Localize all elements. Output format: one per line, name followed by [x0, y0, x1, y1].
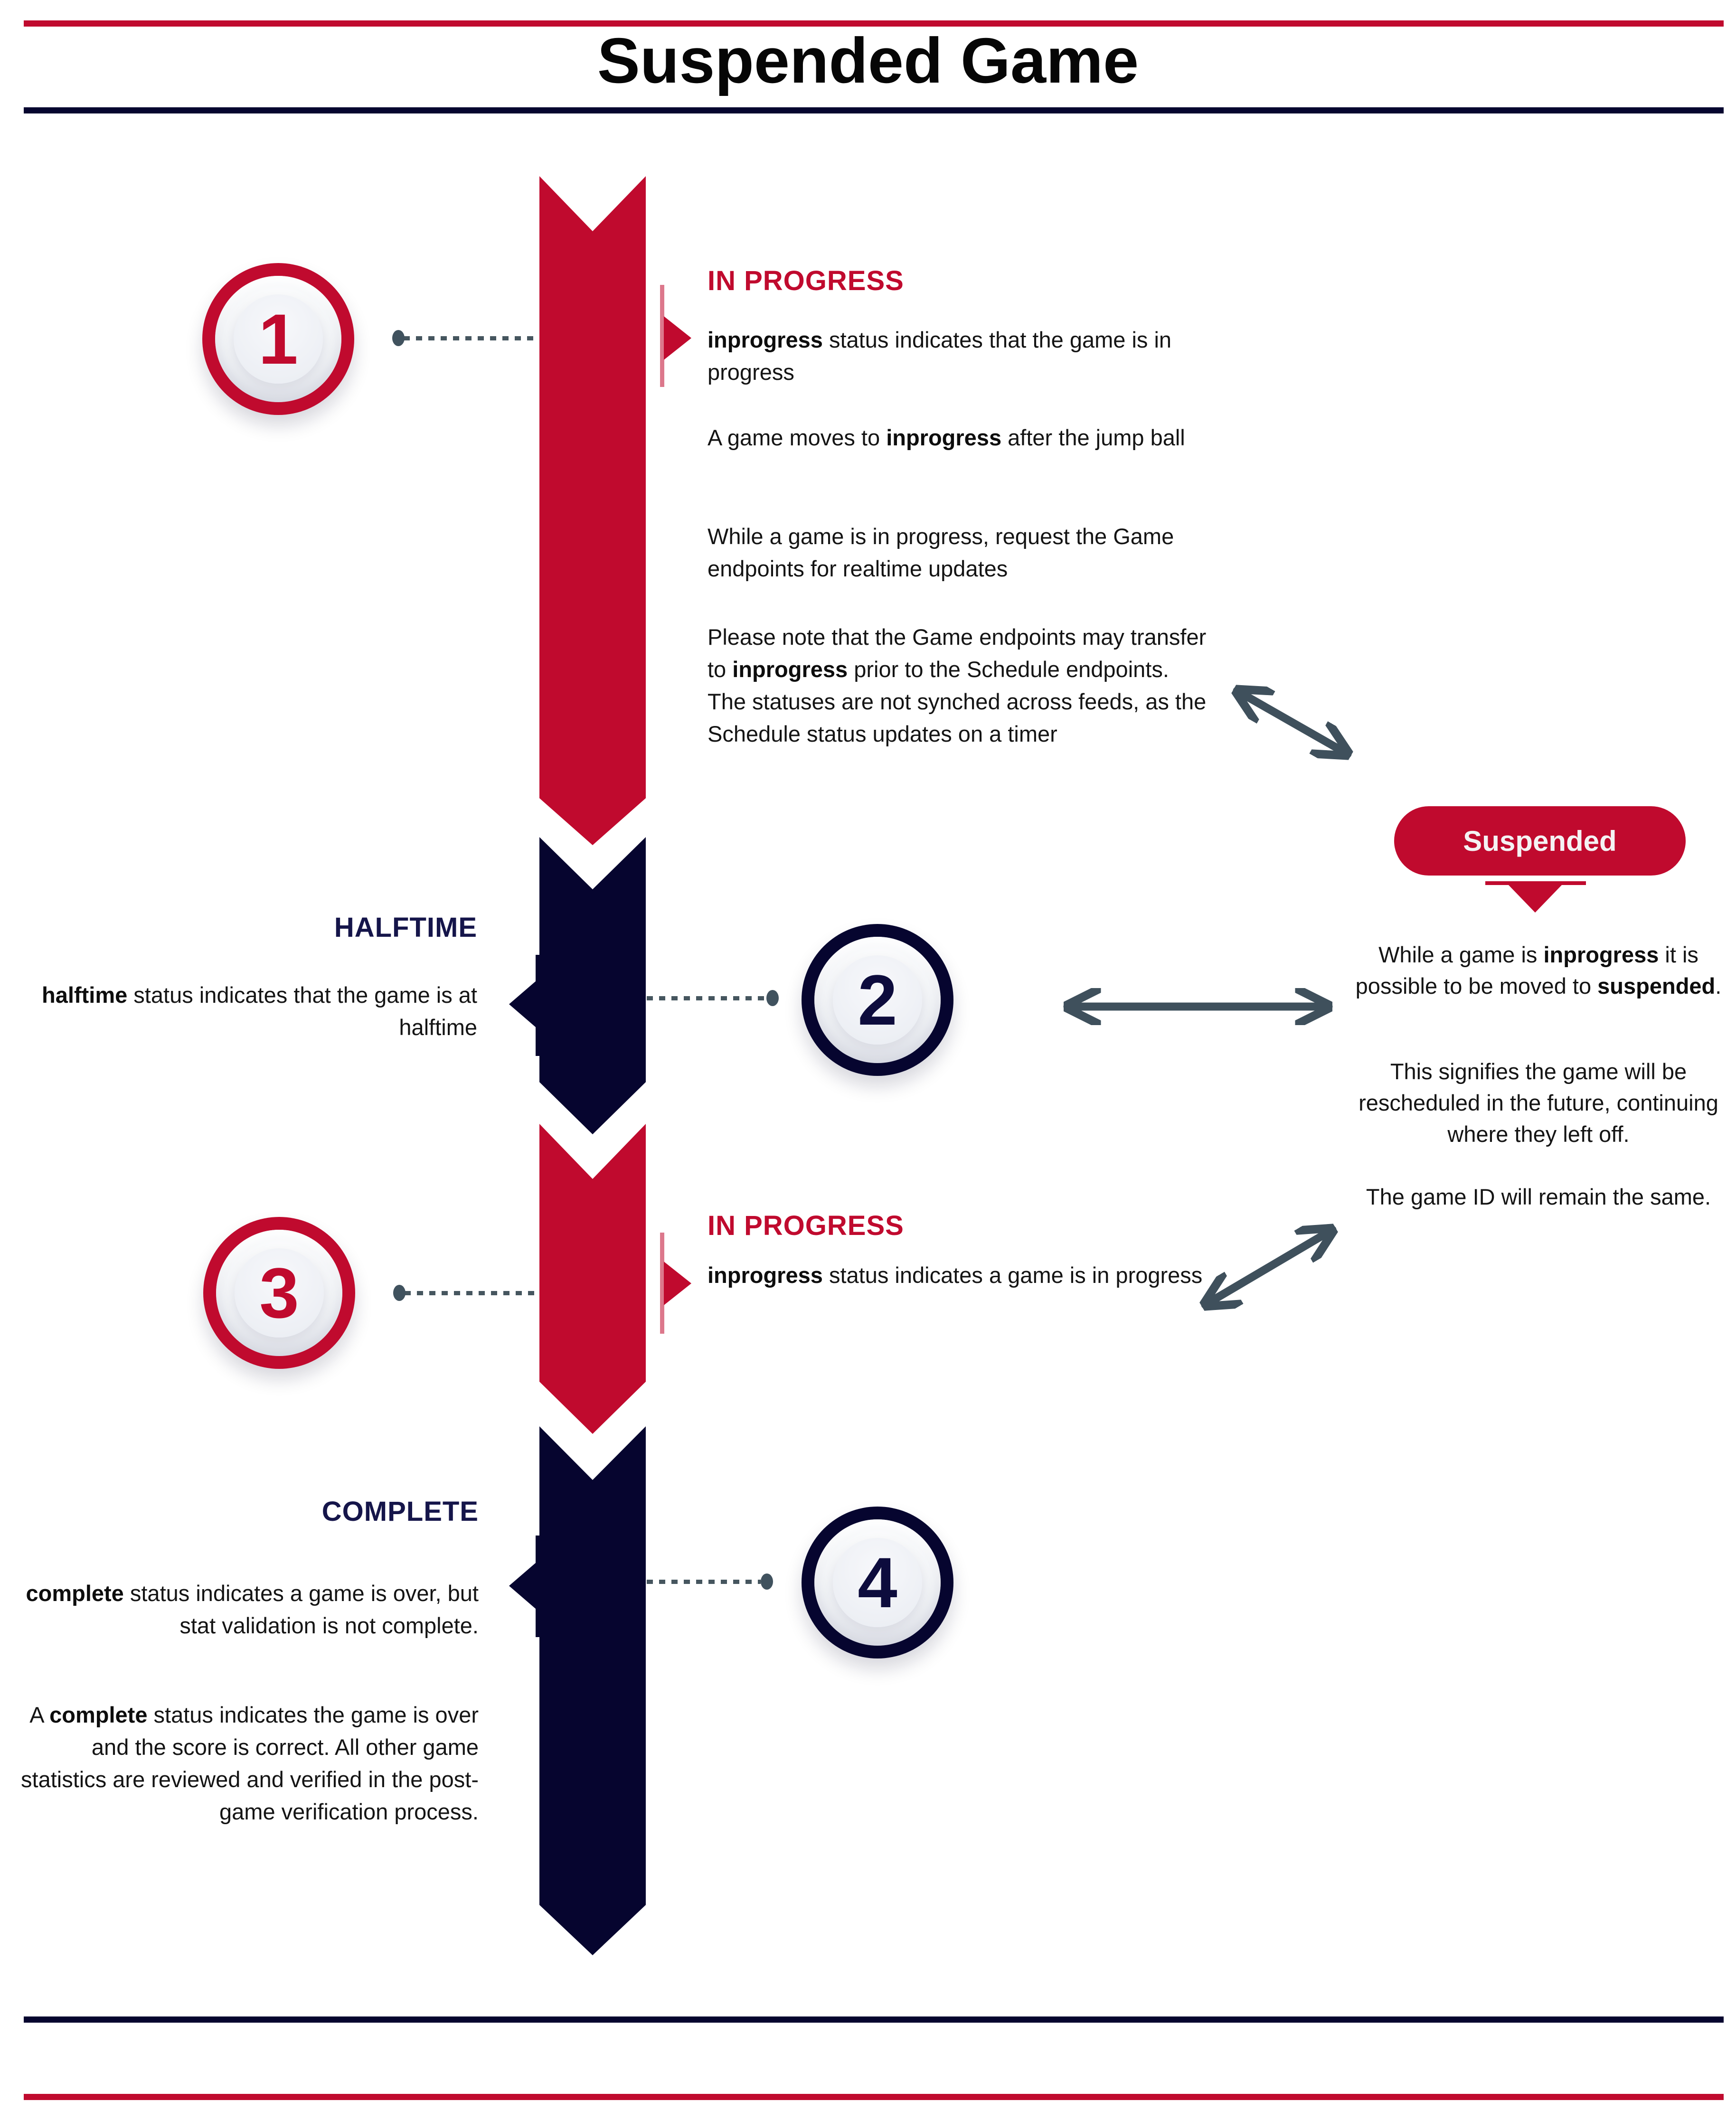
flag-arrow-left-icon-4	[509, 1562, 537, 1610]
dotted-connector-1	[404, 336, 539, 340]
step-number-2: 2	[858, 960, 897, 1040]
callout-paragraph-1: While a game is inprogress it is possible to be moved to suspended.	[1355, 942, 1722, 999]
connector-dot-3	[393, 1285, 406, 1301]
flag-arrow-right-icon-1	[664, 316, 691, 360]
double-arrow-icon-lower	[1205, 1230, 1332, 1305]
step-circle-3	[203, 1217, 355, 1369]
suspended-badge: Suspended	[1394, 806, 1686, 876]
page-title: Suspended Game	[597, 25, 1139, 96]
dotted-connector-2	[647, 996, 766, 1000]
section-1-paragraph-3: While a game is in progress, request the Game endpoints for realtime updates	[708, 524, 1174, 581]
connector-dot-4	[761, 1573, 773, 1590]
bottom-red-rule	[24, 2094, 1724, 2100]
step-circle-4	[802, 1507, 953, 1658]
ribbon-segment-red-2	[539, 1124, 646, 1434]
section-3-heading: IN PROGRESS	[708, 1210, 904, 1241]
suspended-badge-tail-icon	[1509, 885, 1562, 913]
section-1-heading: IN PROGRESS	[708, 265, 904, 296]
dotted-connector-4	[647, 1580, 761, 1584]
title-navy-rule	[24, 107, 1724, 113]
step-circle-1	[202, 263, 354, 415]
dotted-connector-3	[405, 1291, 540, 1295]
double-arrow-icon-upper	[1237, 691, 1348, 754]
section-1-paragraph-1: inprogress status indicates that the game is in progress	[708, 327, 1172, 385]
flag-arrow-left-icon-2	[509, 980, 537, 1028]
step-circle-2	[802, 924, 953, 1076]
section-1-paragraph-2: A game moves to inprogress after the jump ball	[708, 425, 1185, 450]
section-4-paragraph-2: A complete status indicates the game is over and the score is correct. All other game statistics are reviewed and verified in the post-game verification process.	[21, 1702, 479, 1824]
step-number-4: 4	[858, 1542, 897, 1622]
section-1-paragraph-4: Please note that the Game endpoints may transfer to inprogress prior to the Schedule endpoints. The statuses are not synched across feeds, as the Schedule status updates on a timer	[708, 624, 1207, 746]
callout-paragraph-3: The game ID will remain the same.	[1366, 1184, 1711, 1209]
ribbon-segment-red-1	[539, 176, 646, 845]
step-number-3: 3	[259, 1253, 299, 1333]
step-number-1: 1	[258, 299, 298, 379]
section-4-heading: COMPLETE	[321, 1496, 479, 1527]
bottom-navy-rule	[24, 2016, 1724, 2023]
section-3-paragraph-1: inprogress status indicates a game is in progress	[708, 1262, 1203, 1288]
callout-paragraph-2: This signifies the game will be rescheduled in the future, continuing where they left off.	[1359, 1059, 1718, 1147]
suspended-badge-tail-bar	[1485, 881, 1586, 885]
flag-arrow-right-icon-3	[664, 1262, 691, 1305]
section-2-paragraph-1: halftime status indicates that the game is at halftime	[42, 982, 477, 1040]
section-2-heading: HALFTIME	[334, 912, 477, 943]
connector-dot-1	[392, 330, 405, 346]
connector-dot-2	[766, 990, 779, 1006]
section-4-paragraph-1: complete status indicates a game is over, but stat validation is not complete.	[26, 1581, 479, 1638]
ribbon-segment-navy-1	[539, 837, 646, 1134]
ribbon-segment-navy-2	[539, 1426, 646, 1955]
